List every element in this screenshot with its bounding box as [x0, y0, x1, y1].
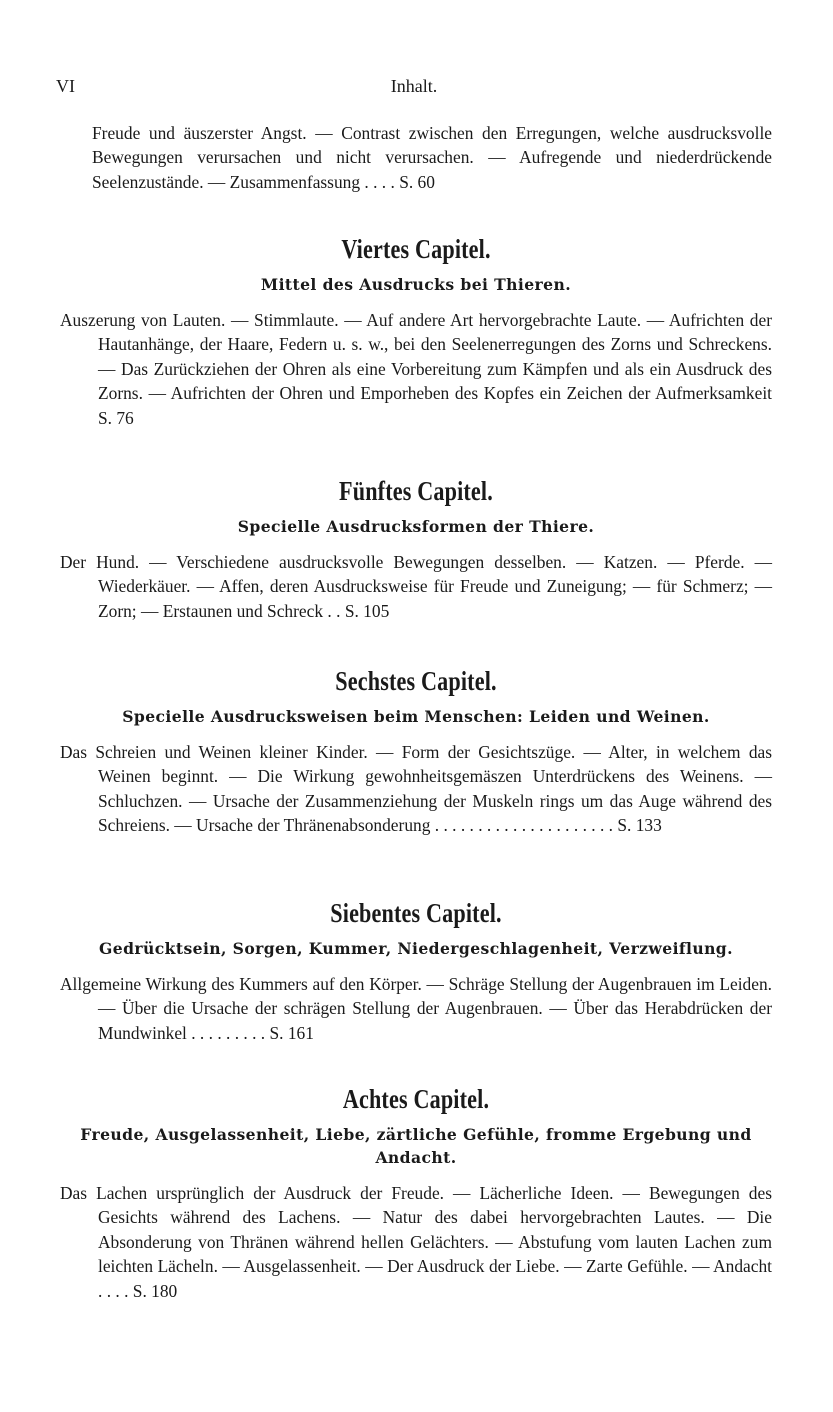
page-number: VI [56, 76, 75, 96]
chapter-title: Sechstes Capitel. [335, 666, 497, 696]
entry-text: Freude und äuszerster Angst. — Contrast zwischen den Erregungen, welche ausdrucksvolle Bewegungen verursachen und nicht verursachen. — Aufregende und niederdrückende Seelenzustände. — Zusammenfassung . . . . [92, 123, 772, 192]
chapter-title: Achtes Capitel. [342, 1084, 490, 1114]
chapter-entry [60, 972, 772, 1045]
chapter-subtitle: Freude, Ausgelassenheit, Liebe, zärtliche Gefühle, fromme Ergebung und Andacht. [80, 1125, 752, 1167]
entry-text: Allgemeine Wirkung des Kummers auf den Körper. — Schräge Stellung der Augenbrauen im Leiden. — Über die Ursache der schrägen Stellung der Augenbrauen. — Über das Herabdrücken der Mundwinkel . . . . . . . . . [60, 974, 772, 1043]
chapter-4 [60, 234, 772, 430]
running-title: Inhalt. [390, 76, 438, 96]
chapter-entry [60, 1181, 772, 1303]
continuation-entry [60, 121, 772, 194]
entry-text: Auszerung von Lauten. — Stimmlaute. — Auf andere Art hervorgebrachte Laute. — Aufrichten der Hautanhänge, der Haare, Federn u. s. w., bei den Seelenerregungen des Zorns und Schreckens. — Das Zurückziehen der Ohren als eine Vorbereitung zum Kämpfen und als ein Ausdruck des Zorns. — Aufrichten der Ohren und Emporheben des Kopfes ein Zeichen der Aufmerksamkeit [60, 310, 772, 404]
chapter-6 [60, 666, 772, 838]
page-reference: S. 76 [98, 407, 134, 428]
page-reference: S. 161 [269, 1022, 314, 1043]
page-reference: S. 180 [132, 1280, 178, 1301]
chapter-8 [60, 1084, 772, 1303]
chapter-subtitle: Specielle Ausdrucksformen der Thiere. [237, 517, 595, 536]
chapter-entry [60, 550, 772, 623]
chapter-5 [60, 476, 772, 623]
page-reference: S. 105 [344, 600, 390, 621]
chapter-7 [60, 898, 772, 1045]
page-reference: S. 133 [617, 815, 662, 836]
entry-text: Das Schreien und Weinen kleiner Kinder. — Form der Gesichtszüge. — Alter, in welchem das Weinen beginnt. — Die Wirkung gewohnheitsgemäszen Unterdrückens des Weinens. — Schluchzen. — Ursache der Zusammenziehung der Muskeln rings um das Auge während des Schreiens. — Ursache der Thränenabsonderung . . . . . . . . . . . . . . . . . . . . . [60, 742, 772, 836]
chapter-title: Siebentes Capitel. [330, 898, 502, 928]
chapter-entry [60, 308, 772, 430]
page-reference: S. 60 [399, 171, 435, 192]
chapter-entry [60, 740, 772, 838]
chapter-subtitle: Gedrücktsein, Sorgen, Kummer, Niedergeschlagenheit, Verzweiflung. [99, 939, 733, 958]
entry-text: Der Hund. — Verschiedene ausdrucksvolle Bewegungen desselben. — Katzen. — Pferde. — Wiederkäuer. — Affen, deren Ausdrucksweise für Freude und Zuneigung; — für Schmerz; — Zorn; — Erstaunen und Schreck . . [60, 552, 772, 621]
chapter-subtitle: Mittel des Ausdrucks bei Thieren. [260, 275, 572, 294]
chapter-title: Viertes Capitel. [341, 234, 491, 264]
chapter-subtitle: Specielle Ausdrucksweisen beim Menschen: Leiden und Weinen. [122, 707, 710, 726]
running-head [56, 76, 772, 100]
chapter-title: Fünftes Capitel. [339, 476, 493, 506]
entry-text: Das Lachen ursprünglich der Ausdruck der Freude. — Lächerliche Ideen. — Bewegungen des Gesichts während des Lachens. — Natur des dabei hervorgebrachten Lautes. — Die Absonderung von Thränen während hellen Gelächters. — Abstufung vom lauten Lachen zum leichten Lächeln. — Ausgelassenheit. — Der Ausdruck der Liebe. — Zarte Gefühle. — Andacht . . . . [60, 1183, 772, 1301]
continuation-block [60, 121, 772, 194]
